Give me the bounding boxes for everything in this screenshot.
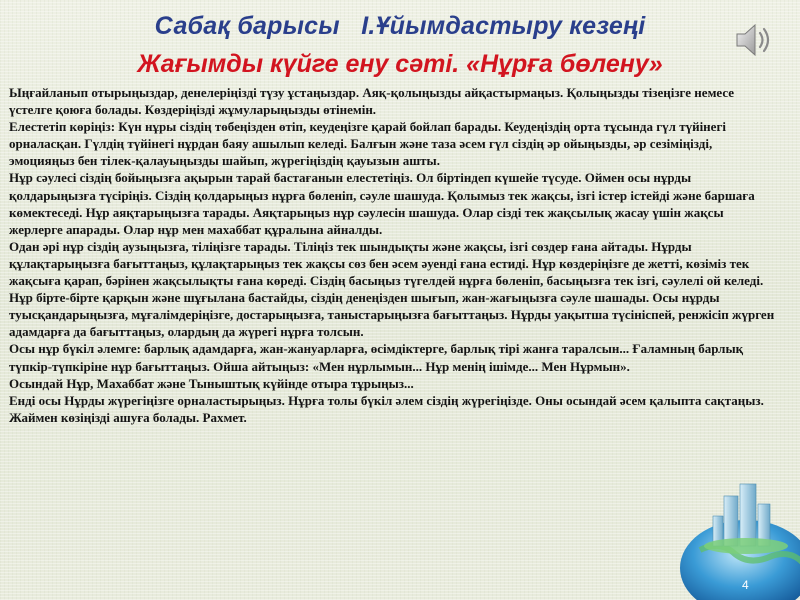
- page-number: 4: [742, 578, 749, 592]
- slide-subtitle: Жағымды күйге ену сәті. «Нұрға бөлену»: [137, 50, 663, 78]
- paragraph: Нұр бірте-бірте қарқын және шұғылана бастайды, сіздің денеңізден шығып, жан-жағыңызға сәуле шашады. Осы нұрды туысқандарыңызға, мұғалімдеріңізге, достарыңызға, таныстарыңызға бағыттаңыз. Нұрды уақытша түсініспей, ренжісіп жүрген адамдарға да бағыттаңыз, олардың да жүрегі нұрға толсын.: [9, 290, 775, 340]
- paragraph: Осы нұр бүкіл әлемге: барлық адамдарға, жан-жануарларға, өсімдіктерге, барлық тірі жанға таралсын... Ғаламның барлық түпкір-түпкіріне нұр бағыттаңыз. Ойша айтыңыз: «Мен нұрлымын... Нұр менің ішімде... Мен Нұрмын».: [9, 341, 744, 374]
- speaker-icon[interactable]: [731, 18, 775, 62]
- paragraph: Ыңғайланып отырыңыздар, денелеріңізді түзу ұстаңыздар. Аяқ-қолыңызды айқастырмаңыз. Қолыңызды тізеңізге немесе үстелге қоюға болады. Көздеріңізді жұмуларыңызды өтінемін.: [9, 85, 735, 118]
- slide-title: Сабақ барысы І.Ұйымдастыру кезеңі: [154, 12, 646, 40]
- paragraph: Одан әрі нұр сіздің аузыңызға, тіліңізге тарады. Тіліңіз тек шындықты және жақсы, ізгі сөздер ғана айтады. Нұрды құлақтарыңызға бағыттаңыз, құлақтарыңыз тек жақсы сөз бен әсем әуенді ғана естиді. Нұр көздеріңізге де жетті, көзіміз тек жақсыға қарап, бәрінен жақсылықты ғана көреді. Сіздің басыңыз түгелдей нұрға бөленіп, басыңызға тек ізгі, сәулелі ой келеді.: [9, 238, 764, 289]
- paragraph: Осындай Нұр, Махаббат және Тыныштық күйінде отыра тұрыңыз...: [9, 375, 414, 391]
- paragraph: Нұр сәулесі сіздің бойыңызға ақырын тарай бастағанын елестетіңіз. Ол біртіндеп күшейе түсуде. Оймен осы нұрды қолдарыңызға түсіріңіз. Сіздің қолдарыңыз нұрға бөленіп, сәуле шашуда. Қолымыз тек жақсы, ізгі істер істейді және баршаға көмектеседі. Нұр аяқтарыңызға тарады. Аяқтарыңыз нұр сәулесін шашуда. Олар сізді тек жақсылық жасау үшін жақсы жерлерге апарады. Олар нұр мен махаббат құралына айналды.: [9, 170, 755, 237]
- paragraph: Елестетіп көріңіз: Күн нұры сіздің төбеңізден өтіп, кеудеңізге қарай бойлап барады. Кеудеңіздің орта тұсында гүл түйінегі орналасқан. Гүлдің түйінегі нұрдан баяу ашылып келеді. Балғын және таза әсем гүл сіздің әр ойыңызды, әр сезіміңізді, эмоцияңыз бен тілек-қалауыңызды шайып, жүрегіңіздің қауызын ашты.: [9, 119, 726, 169]
- paragraph: Енді осы Нұрды жүрегіңізге орналастырыңыз. Нұрға толы бүкіл әлем сіздің жүрегіңізде. Оны осындай әсем қалыпта сақтаңыз. Жаймен көзіңізді ашуға болады. Рахмет.: [9, 392, 764, 425]
- meditation-text: [9, 84, 779, 426]
- globe-image: [680, 470, 800, 600]
